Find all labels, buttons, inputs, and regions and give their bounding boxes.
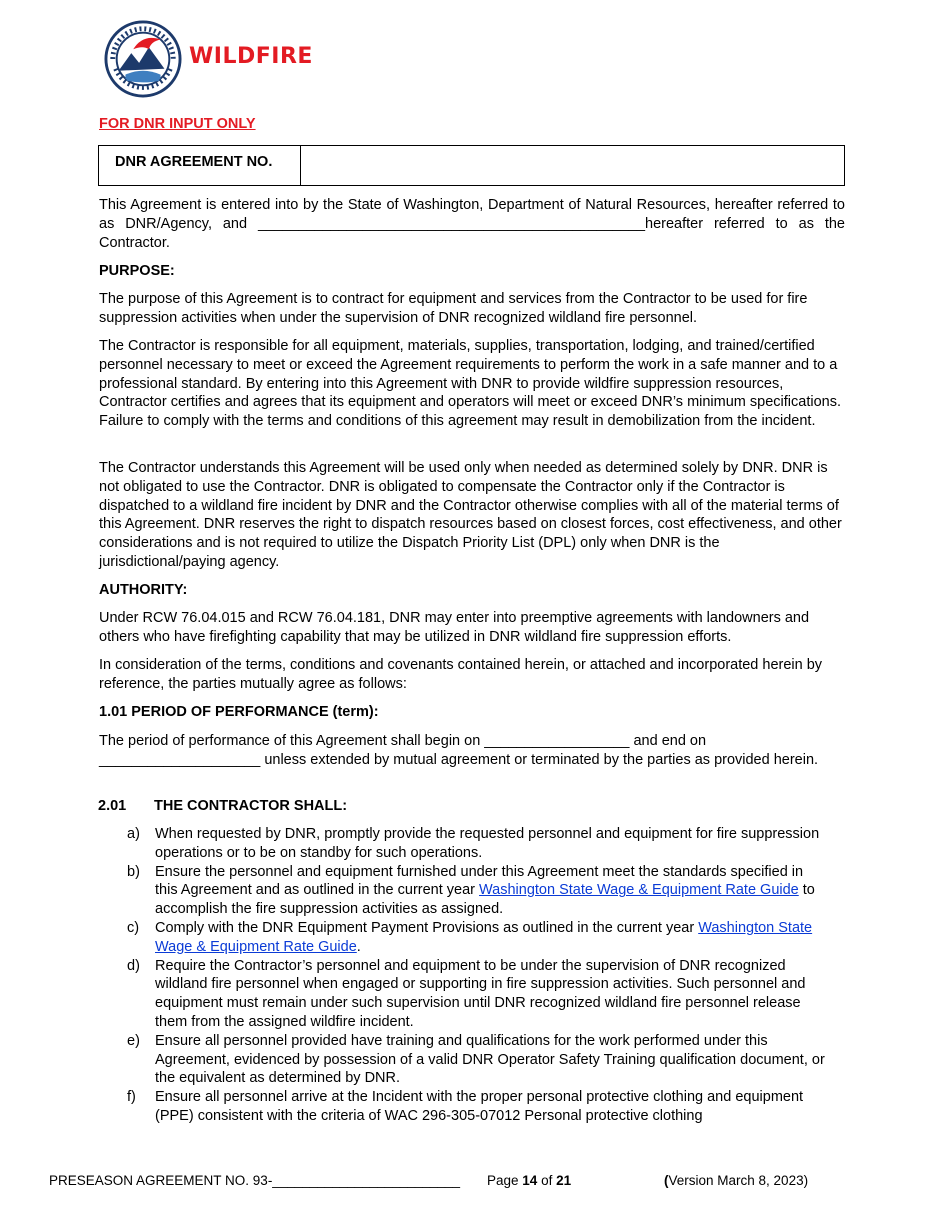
list-item bbox=[127, 1088, 827, 1126]
version-text: Version March 8, 2023) bbox=[668, 1173, 809, 1188]
agreement-number-table bbox=[98, 145, 845, 186]
authority-paragraph-2: In consideration of the terms, conditions and covenants contained herein, or attached and incorporated herein by reference, the parties mutually agree as follows: bbox=[99, 657, 823, 692]
dnr-input-only-label: FOR DNR INPUT ONLY bbox=[99, 116, 256, 132]
list-item-text: Ensure all personnel arrive at the Incident with the proper personal protective clothing and equipment (PPE) consistent with the criteria of WAC 296-305-07012 Personal protective clothing bbox=[155, 1089, 804, 1124]
rate-guide-link[interactable]: Washington State Wage & Equipment Rate Guide bbox=[479, 882, 799, 899]
contractor-obligations-list bbox=[127, 825, 827, 1126]
list-marker: b) bbox=[127, 863, 140, 880]
agreement-number-field[interactable] bbox=[301, 146, 844, 185]
page-indicator bbox=[487, 1173, 571, 1188]
list-item-text: Ensure the personnel and equipment furnished under this Agreement meet the standards specified in this Agreement and as outlined in the current year bbox=[155, 863, 804, 899]
section-number: 2.01 bbox=[98, 798, 127, 814]
dnr-seal-icon bbox=[104, 20, 182, 98]
list-item bbox=[127, 919, 827, 957]
term-paragraph: The period of performance of this Agreement shall begin on __________________ and end on ____________________ unless extended by mutual agreement or terminated by the parties as provided herein. bbox=[99, 733, 819, 768]
list-item-text: . bbox=[356, 938, 361, 955]
intro-paragraph: This Agreement is entered into by the State of Washington, Department of Natural Resources, hereafter referred to as DNR/Agency, and ________________________________________________hereafter referred to as the Contractor. bbox=[99, 197, 845, 251]
list-item bbox=[127, 957, 827, 1032]
footer-agreement-number: PRESEASON AGREEMENT NO. 93-_________________________ bbox=[49, 1173, 461, 1188]
list-marker: a) bbox=[127, 826, 140, 842]
list-item-text: to accomplish the fire suppression activities as assigned. bbox=[155, 882, 815, 918]
rate-guide-link[interactable]: Washington State Wage & Equipment Rate Guide bbox=[155, 919, 813, 955]
section-title: THE CONTRACTOR SHALL: bbox=[154, 798, 348, 814]
authority-paragraph-1: Under RCW 76.04.015 and RCW 76.04.181, DNR may enter into preemptive agreements with landowners and others who have firefighting capability that may be utilized in DNR wildland fire suppression efforts. bbox=[99, 610, 810, 645]
authority-heading: AUTHORITY: bbox=[99, 582, 188, 598]
page-footer bbox=[49, 1173, 849, 1188]
list-item bbox=[127, 1032, 827, 1088]
purpose-paragraph-2: The Contractor is responsible for all equipment, materials, supplies, transportation, lodging, and trained/certified personnel necessary to meet or exceed the Agreement requirements to perform the work in a safe manner and to a professional standard. By entering into this Agreement with DNR to provide wildfire suppression resources, Contractor certifies and agrees that its equipment and operators will meet or exceed DNR’s minimum specifications. Failure to comply with the terms and conditions of this agreement may result in demobilization from the incident. bbox=[99, 338, 841, 430]
list-marker: e) bbox=[127, 1032, 140, 1049]
version-note bbox=[664, 1173, 808, 1188]
list-marker: d) bbox=[127, 957, 140, 974]
version-paren: ( bbox=[664, 1173, 669, 1188]
list-item bbox=[127, 863, 827, 919]
page-label: Page bbox=[487, 1173, 519, 1188]
list-item-text: Ensure all personnel provided have training and qualifications for the work performed under this Agreement, evidenced by possession of a valid DNR Operator Safety Training qualification document, or the equivalent as determined by DNR. bbox=[155, 1032, 825, 1087]
list-marker: c) bbox=[127, 919, 140, 936]
agreement-number-label: DNR AGREEMENT NO. bbox=[99, 146, 301, 185]
page-number: 14 bbox=[522, 1173, 538, 1188]
contractor-shall-heading bbox=[98, 798, 347, 814]
purpose-paragraph-3: The Contractor understands this Agreement will be used only when needed as determined solely by DNR. DNR is not obligated to use the Contractor. DNR is obligated to compensate the Contractor only if the Contractor is dispatched to a wildland fire incident by DNR and the Contractor otherwise complies with all of the material terms of this Agreement. DNR reserves the right to dispatch resources based on closest forces, cost effectiveness, and other considerations and is not required to utilize the Dispatch Priority List (DPL) only when DNR is the jurisdictional/paying agency. bbox=[99, 460, 842, 570]
list-item-text: Require the Contractor’s personnel and equipment to be under the supervision of DNR recognized wildland fire personnel when engaged or supporting in fire suppression activities. Such personnel and equipment must remain under such supervision until DNR recognized wildland fire personnel release them from the assigned wildfire incident. bbox=[155, 957, 806, 1030]
page-of-label: of bbox=[541, 1173, 553, 1188]
page-total: 21 bbox=[556, 1173, 572, 1188]
list-marker: f) bbox=[127, 1089, 136, 1106]
list-item bbox=[127, 825, 827, 863]
list-item-text: When requested by DNR, promptly provide the requested personnel and equipment for fire suppression operations or to be on standby for such operations. bbox=[155, 826, 820, 861]
term-heading: 1.01 PERIOD OF PERFORMANCE (term): bbox=[99, 704, 379, 720]
brand-wordmark: WILDFIRE bbox=[189, 44, 313, 69]
purpose-paragraph-1: The purpose of this Agreement is to contract for equipment and services from the Contractor to be used for fire suppression activities when under the supervision of DNR recognized wildland fire personnel. bbox=[99, 291, 808, 326]
purpose-heading: PURPOSE: bbox=[99, 263, 175, 279]
list-item-text: Comply with the DNR Equipment Payment Provisions as outlined in the current year bbox=[155, 919, 699, 936]
